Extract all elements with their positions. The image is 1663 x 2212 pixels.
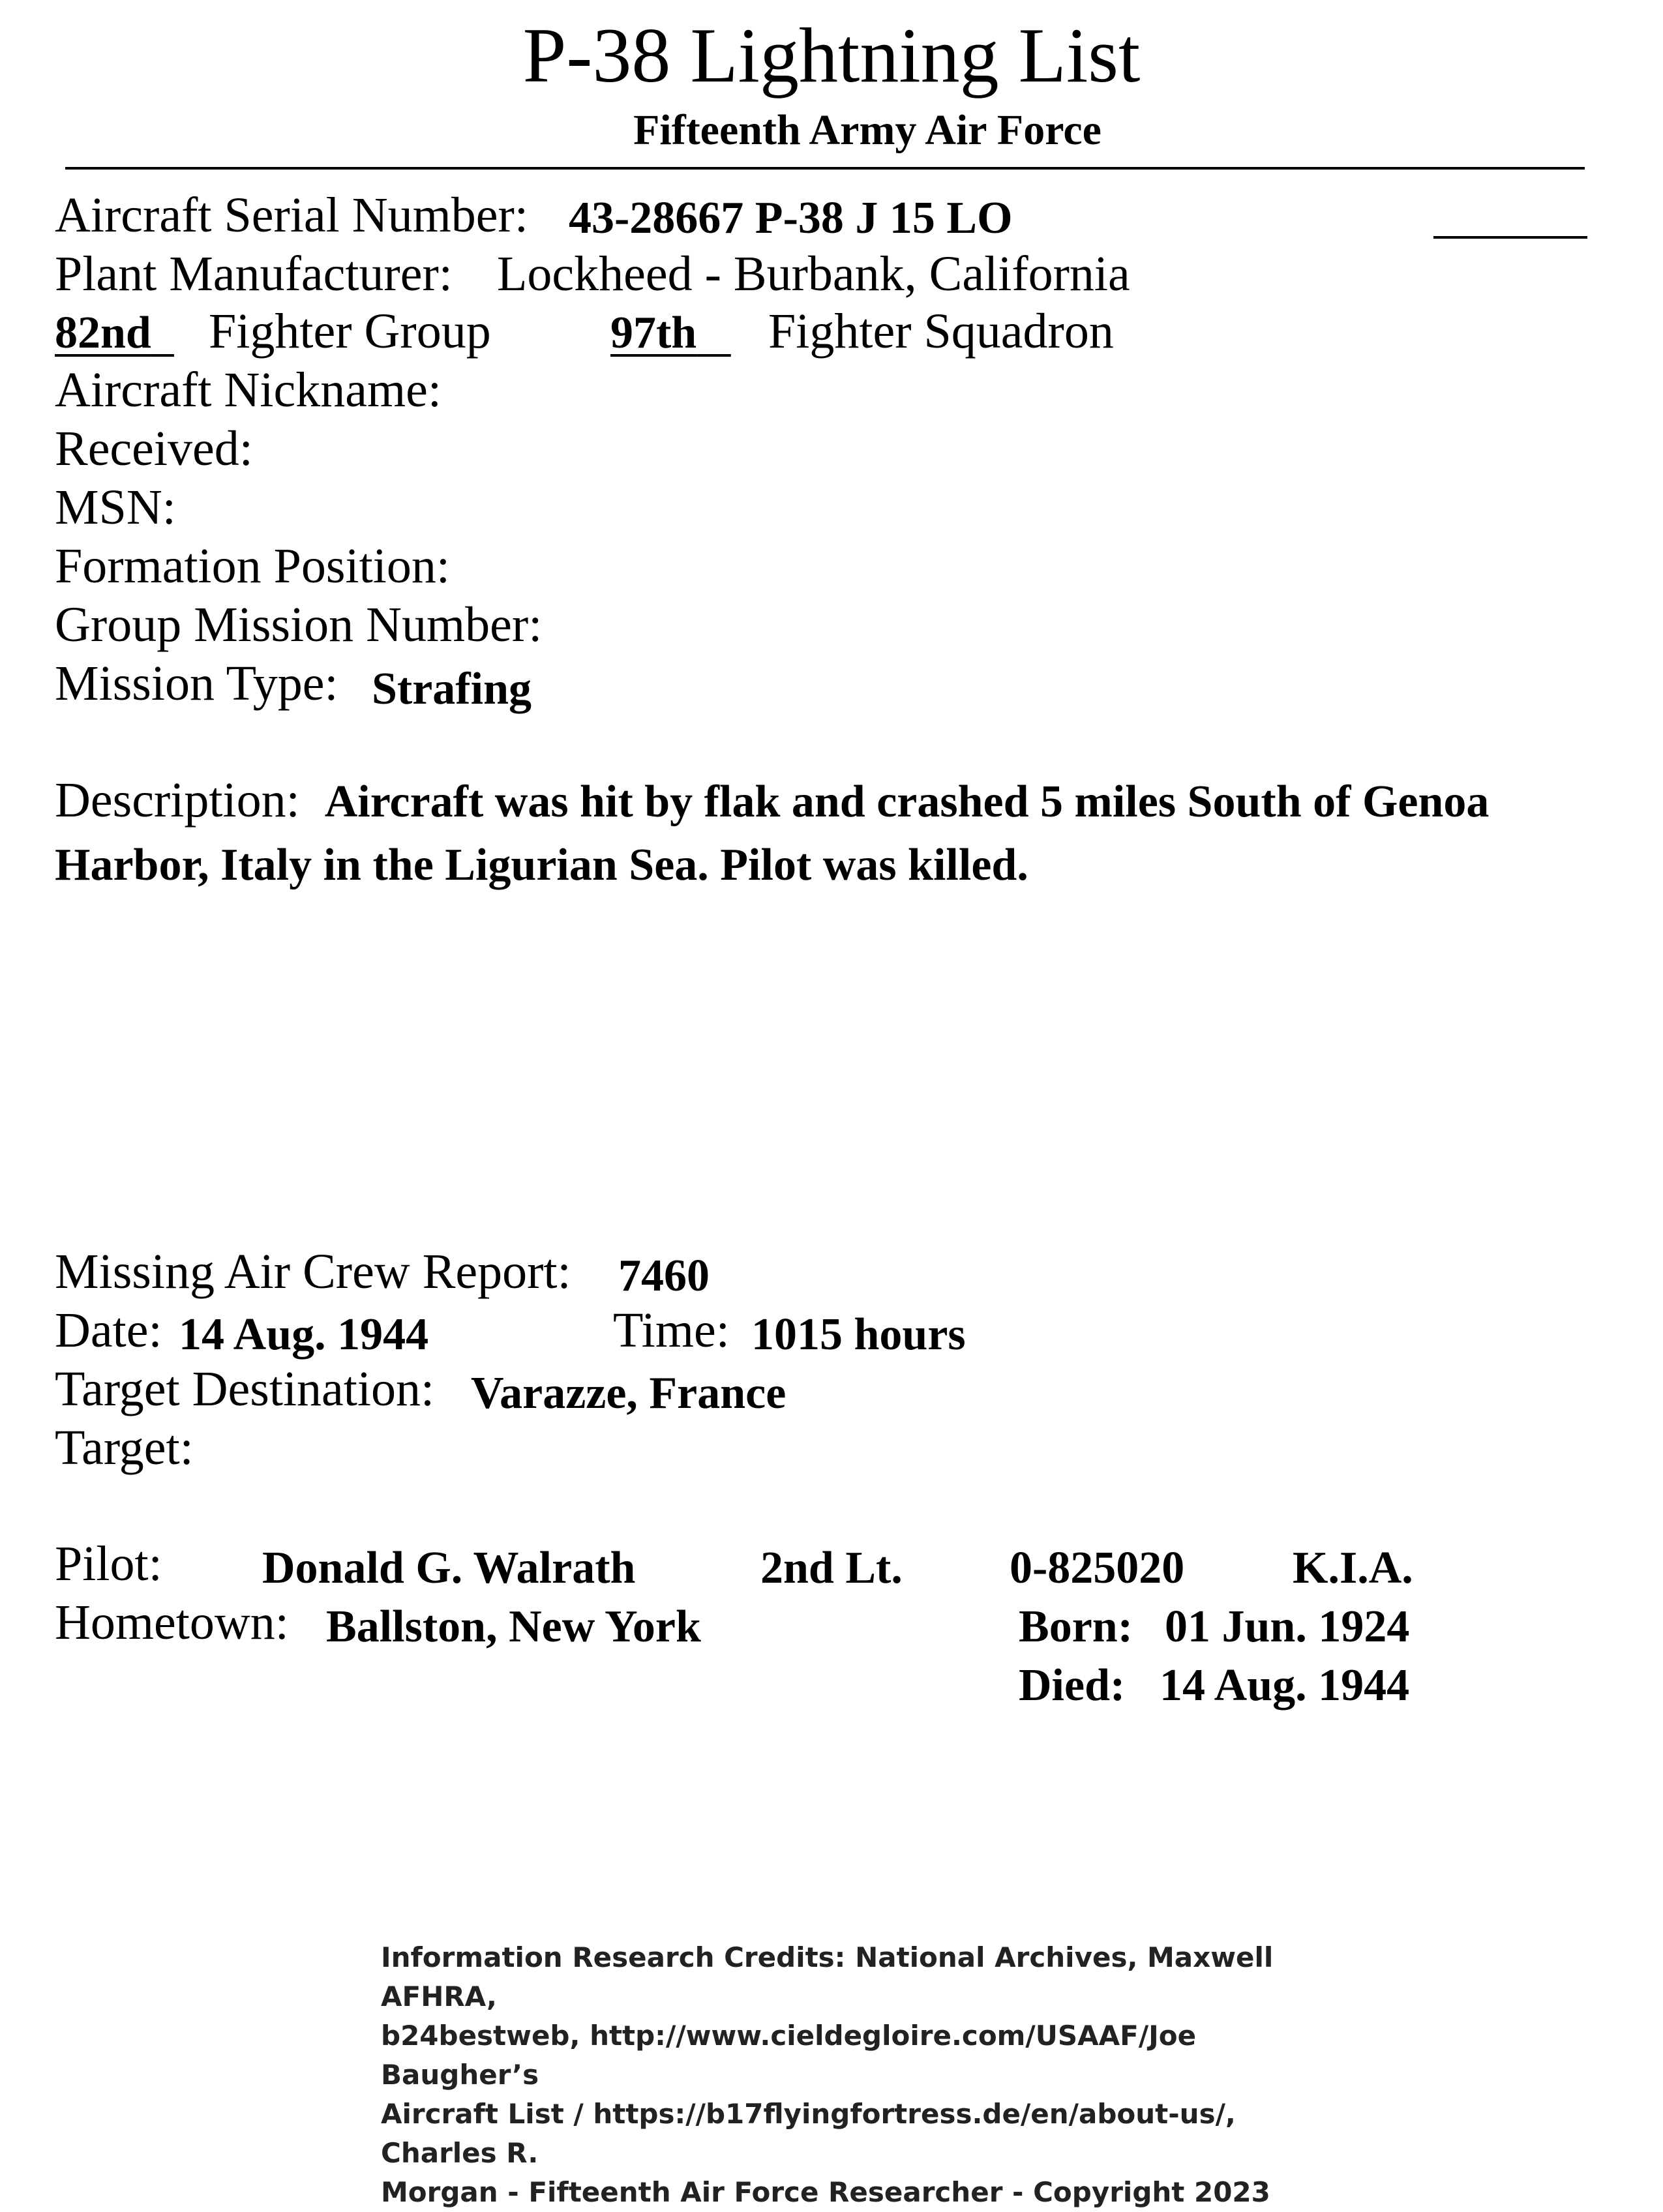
credits-line-1: Information Research Credits: National Archives, Maxwell AFHRA, xyxy=(381,1941,1274,2012)
target-label: Target: xyxy=(55,1420,194,1475)
mission-type-label: Mission Type: xyxy=(55,656,338,711)
time-value: 1015 hours xyxy=(751,1309,966,1360)
manufacturer-label: Plant Manufacturer: xyxy=(55,247,453,301)
formation-label: Formation Position: xyxy=(55,539,450,593)
died-label: Died: xyxy=(1019,1660,1126,1711)
pilot-label: Pilot: xyxy=(55,1536,162,1591)
blank-line xyxy=(1433,236,1587,239)
page-title: P-38 Lightning List xyxy=(522,12,1141,98)
credits-line-3: Aircraft List / https://b17flyingfortress.de/en/about-us/, Charles R. xyxy=(381,2098,1236,2169)
pilot-rank: 2nd Lt. xyxy=(760,1543,903,1593)
manufacturer-value: Lockheed - Burbank, California xyxy=(497,247,1130,301)
hometown-value: Ballston, New York xyxy=(326,1602,701,1652)
target-destination-value: Varazze, France xyxy=(471,1368,787,1418)
macr-value: 7460 xyxy=(618,1251,710,1301)
hometown-label: Hometown: xyxy=(55,1595,289,1650)
pilot-serial: 0-825020 xyxy=(1010,1543,1185,1593)
born-label: Born: xyxy=(1019,1602,1133,1652)
target-destination-label: Target Destination: xyxy=(55,1362,435,1416)
research-credits xyxy=(381,1938,1359,2212)
page-subtitle: Fifteenth Army Air Force xyxy=(633,106,1101,154)
pilot-status: K.I.A. xyxy=(1293,1543,1413,1593)
died-value: 14 Aug. 1944 xyxy=(1160,1660,1410,1711)
group-value: 82nd xyxy=(55,308,151,358)
received-label: Received: xyxy=(55,421,253,476)
pilot-name: Donald G. Walrath xyxy=(262,1543,636,1593)
group-mission-label: Group Mission Number: xyxy=(55,597,543,652)
serial-label: Aircraft Serial Number: xyxy=(55,188,528,243)
description-text: Aircraft was hit by flak and crashed 5 miles South of Genoa Harbor, Italy in the Ligurian Sea. Pilot was killed. xyxy=(55,777,1490,890)
squadron-value: 97th xyxy=(610,308,697,358)
description-label: Description: xyxy=(55,773,300,828)
squadron-label: Fighter Squadron xyxy=(768,304,1114,359)
nickname-label: Aircraft Nickname: xyxy=(55,363,442,417)
serial-value: 43-28667 P-38 J 15 LO xyxy=(569,193,1013,243)
description xyxy=(55,770,1607,896)
mission-type-value: Strafing xyxy=(372,664,532,714)
header-divider xyxy=(65,167,1585,170)
macr-label: Missing Air Crew Report: xyxy=(55,1244,571,1299)
date-value: 14 Aug. 1944 xyxy=(179,1309,429,1360)
credits-line-4: Morgan - Fifteenth Air Force Researcher - Copyright 2023 xyxy=(381,2176,1270,2208)
group-label: Fighter Group xyxy=(209,304,491,359)
time-label: Time: xyxy=(613,1303,730,1358)
msn-label: MSN: xyxy=(55,480,176,535)
date-label: Date: xyxy=(55,1303,162,1358)
credits-line-2: b24bestweb, http://www.cieldegloire.com/USAAF/Joe Baugher’s xyxy=(381,2020,1197,2091)
born-value: 01 Jun. 1924 xyxy=(1165,1602,1410,1652)
